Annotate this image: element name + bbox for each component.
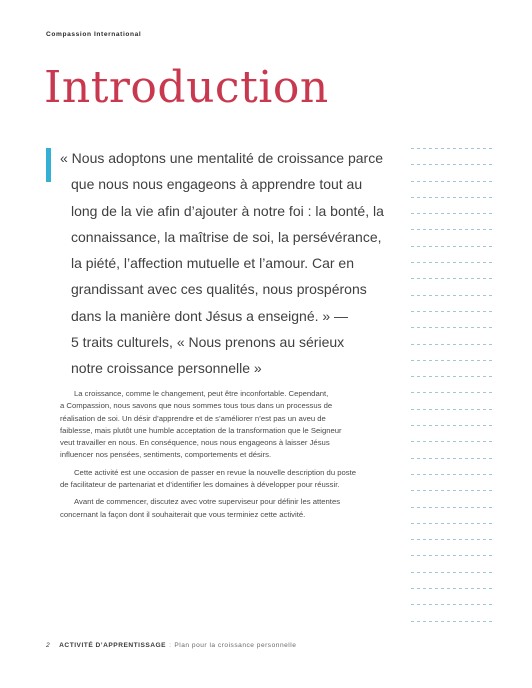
footer-separator: : [169,642,172,649]
body-line: influencer nos pensées, sentiments, comportements et désirs. [60,450,272,460]
body-line: de facilitateur de partenariat et d’identifier les domaines à développer pour réussir. [60,480,340,490]
body-line: a Compassion, nous savons que nous sommes tous tous dans un processus de [60,401,333,411]
note-line [411,360,495,361]
pull-quote [60,145,390,382]
note-line [411,164,495,165]
page-number: 2 [46,642,51,649]
body-line: Cette activité est une occasion de passer en revue la nouvelle description du poste [74,467,357,477]
note-line [411,409,495,410]
body-text [60,388,380,521]
quote-line: « Nous adoptons une mentalité de croissance parce [60,150,383,166]
quote-line: que nous nous engageons à apprendre tout au [71,176,363,193]
note-line [411,458,495,459]
note-line [411,278,495,279]
body-paragraph [60,388,380,462]
note-line [411,425,495,426]
page-footer [46,642,296,649]
quote-accent-bar [46,148,51,182]
note-line [411,604,495,605]
quote-line: connaissance, la maîtrise de soi, la persévérance, [71,228,382,245]
note-line [411,229,495,230]
note-line [411,213,495,214]
note-line [411,344,495,345]
organization-name: Compassion International [46,31,142,38]
note-line [411,507,495,508]
quote-line: 5 traits culturels, « Nous prenons au sérieux [71,334,345,351]
note-line [411,441,495,442]
note-line [411,539,495,540]
note-line [411,197,495,198]
note-line [411,588,495,589]
body-paragraph [60,467,380,492]
footer-subtitle: Plan pour la croissance personnelle [174,642,297,649]
body-line: faiblesse, mais plutôt une humble acceptation de la transformation que le Seigneur [60,425,342,435]
note-line [411,572,495,573]
note-line [411,327,495,328]
note-line [411,181,495,182]
quote-line: la piété, l’affection mutuelle et l’amour. Car en [71,255,355,272]
note-line [411,621,495,622]
body-line: concernant la façon dont il souhaiterait que vous terminiez cette activité. [60,509,306,519]
note-lines [411,148,495,637]
note-line [411,148,495,149]
body-line: veut travailler en nous. En conséquence, nous nous engageons à laisser Jésus [60,438,330,448]
body-line: Avant de commencer, discutez avec votre superviseur pour définir les attentes [74,497,341,507]
note-line [411,555,495,556]
body-line: La croissance, comme le changement, peut être inconfortable. Cependant, [74,389,329,398]
note-line [411,474,495,475]
note-line [411,311,495,312]
quote-line: dans la manière dont Jésus a enseigné. » — [71,307,349,324]
footer-section: ACTIVITÉ D’APPRENTISSAGE [59,642,167,649]
quote-line: long de la vie afin d’ajouter à notre foi : la bonté, la [71,202,384,219]
note-line [411,376,495,377]
note-line [411,523,495,524]
quote-line: grandissant avec ces qualités, nous prospérons [71,281,367,298]
note-line [411,262,495,263]
page-title: Introduction [44,62,329,113]
note-line [411,246,495,247]
body-paragraph [60,496,380,521]
quote-line: notre croissance personnelle » [71,360,262,377]
note-line [411,490,495,491]
note-line [411,295,495,296]
note-line [411,392,495,393]
body-line: réalisation de soi. Un désir d’apprendre et de s’améliorer n’est pas un aveu de [60,413,326,423]
